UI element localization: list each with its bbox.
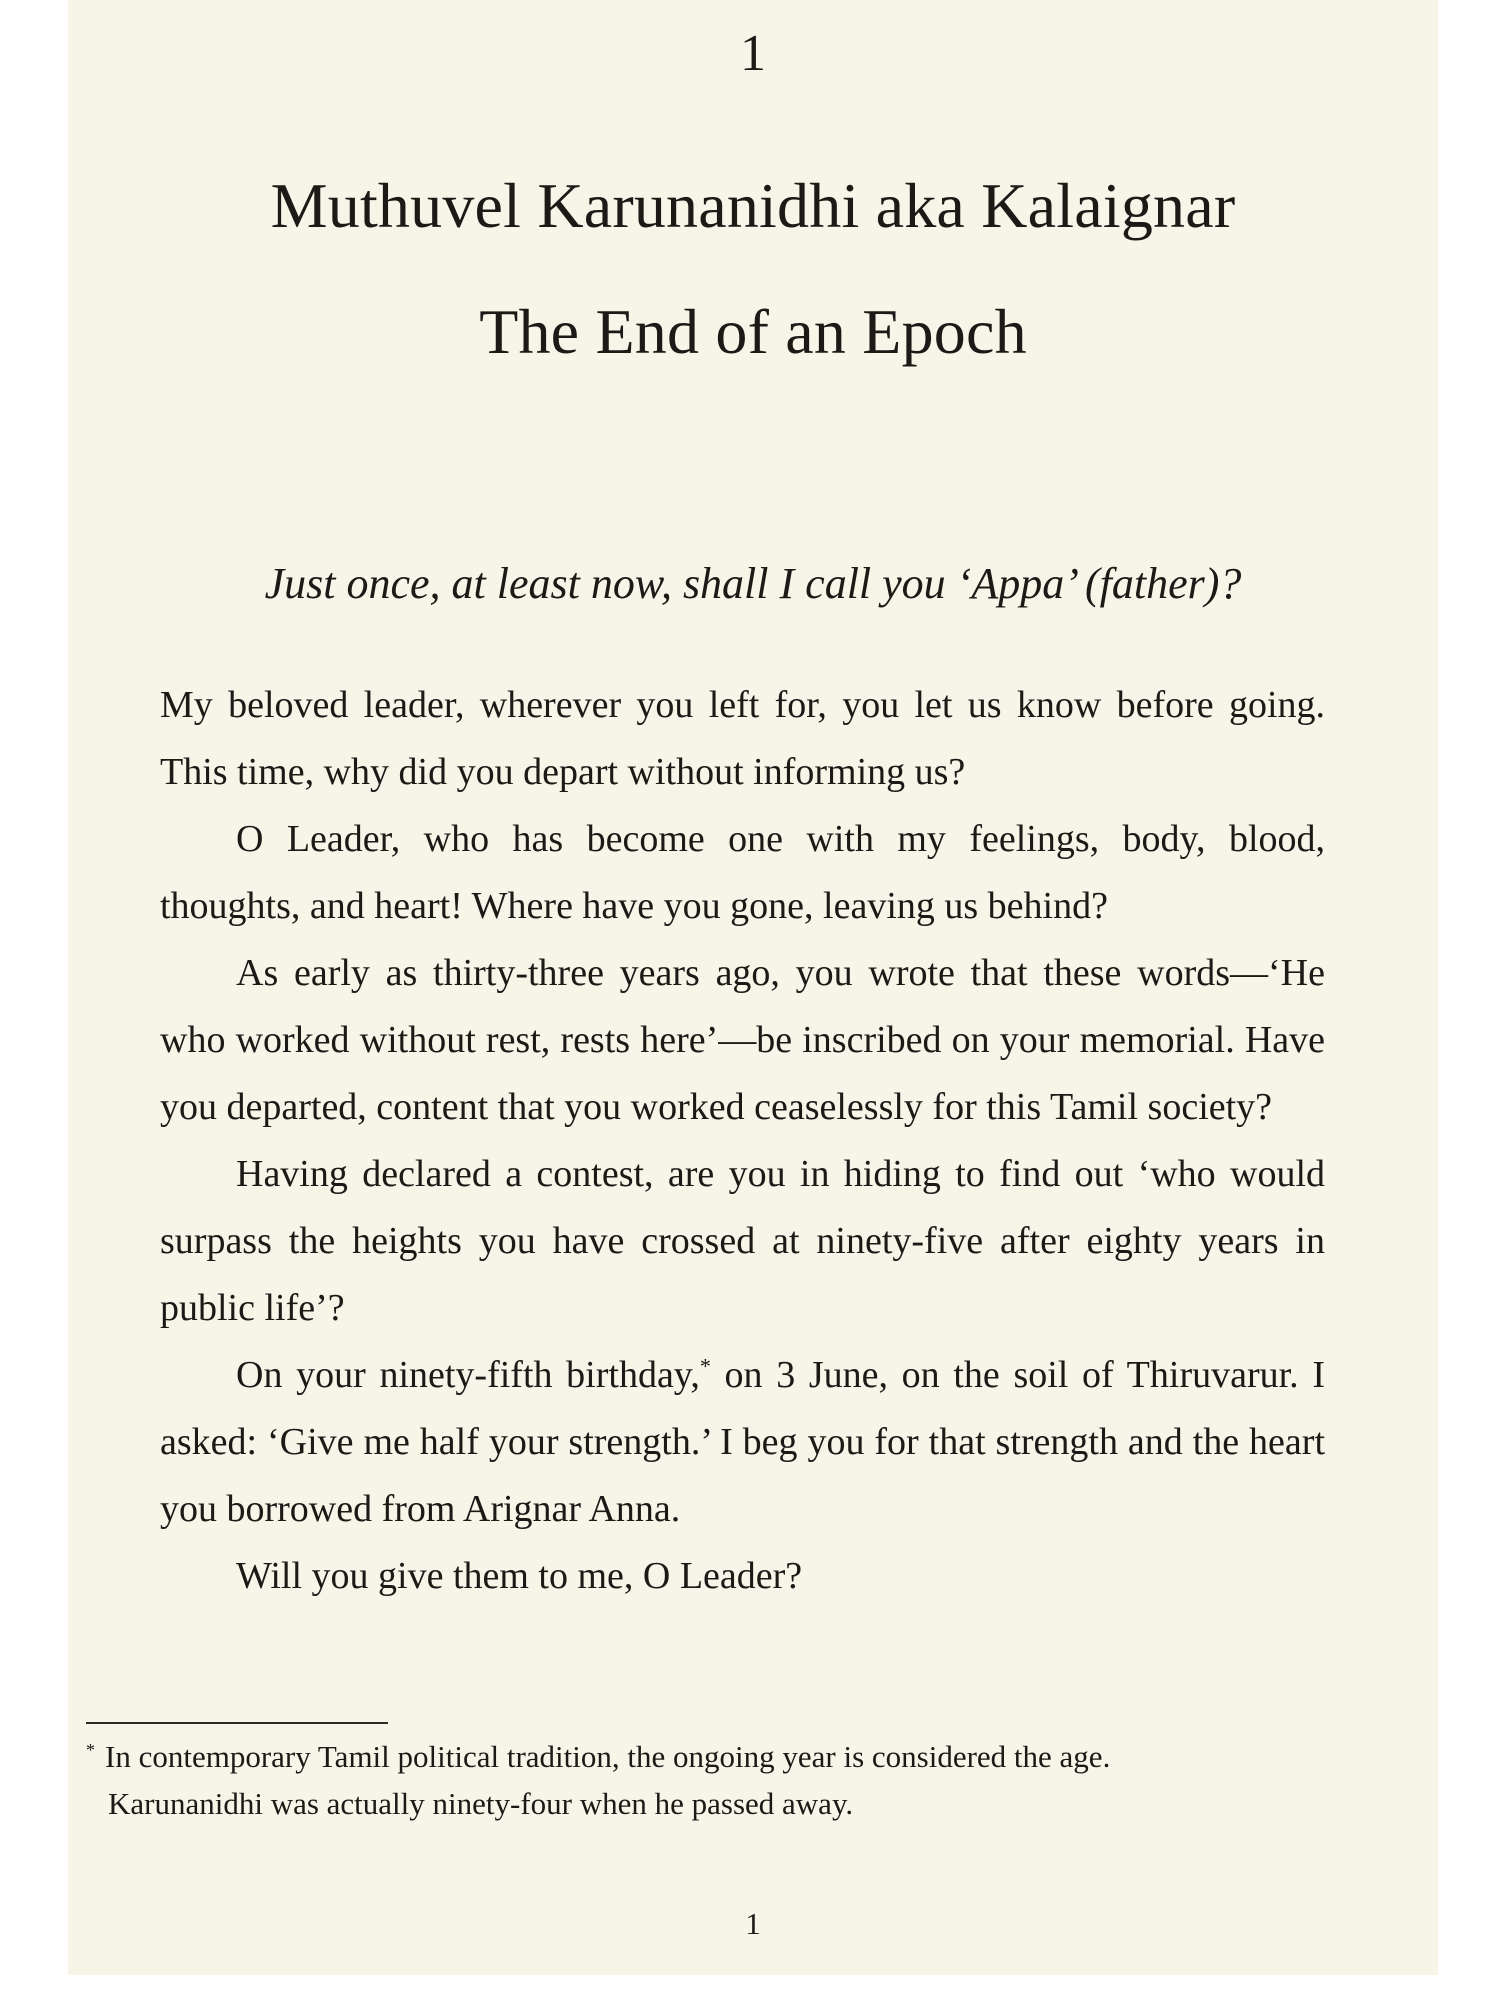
footnote — [86, 1733, 1426, 1827]
paragraph-text: On your ninety-fifth birthday, — [236, 1354, 700, 1396]
paragraph: O Leader, who has become one with my feelings, body, blood, thoughts, and heart! Where have you gone, leaving us behind? — [160, 818, 1325, 927]
footnote-mark: * — [86, 1739, 95, 1760]
paragraph: Having declared a contest, are you in hiding to find out ‘who would surpass the heights you have crossed at ninety-five after eighty years in public life’? — [160, 1153, 1325, 1329]
paragraph: My beloved leader, wherever you left for, you let us know before going. This time, why did you depart without informing us? — [160, 684, 1325, 793]
footnote-divider — [86, 1722, 388, 1724]
epigraph: Just once, at least now, shall I call you ‘Appa’ (father)? — [264, 559, 1242, 608]
chapter-number: 1 — [740, 25, 766, 82]
paragraph-text: on 3 June, on the soil of Thiruvarur. I asked: ‘Give me half your strength.’ I beg you for that strength and the heart you borrowed from Arignar Anna. — [160, 1354, 1325, 1530]
page-number: 1 — [745, 1906, 761, 1941]
book-page — [68, 0, 1438, 1975]
paragraph: Will you give them to me, O Leader? — [236, 1555, 803, 1597]
footnote-reference: * — [699, 1353, 711, 1379]
footnote-line: Karunanidhi was actually ninety-four when he passed away. — [108, 1786, 854, 1821]
chapter-title: Muthuvel Karunanidhi aka Kalaignar — [270, 170, 1236, 241]
paragraph: As early as thirty-three years ago, you wrote that these words—‘He who worked without rest, rests here’—be inscribed on your memorial. Have you departed, content that you worked ceaselessly for this Tamil society? — [160, 952, 1325, 1128]
footnote-text: In contemporary Tamil political tradition, the ongoing year is considered the age. — [105, 1739, 1111, 1774]
paragraph — [160, 1342, 1325, 1543]
footnote-line — [86, 1733, 1426, 1780]
chapter-subtitle: The End of an Epoch — [479, 296, 1027, 367]
body-text — [160, 672, 1325, 1610]
